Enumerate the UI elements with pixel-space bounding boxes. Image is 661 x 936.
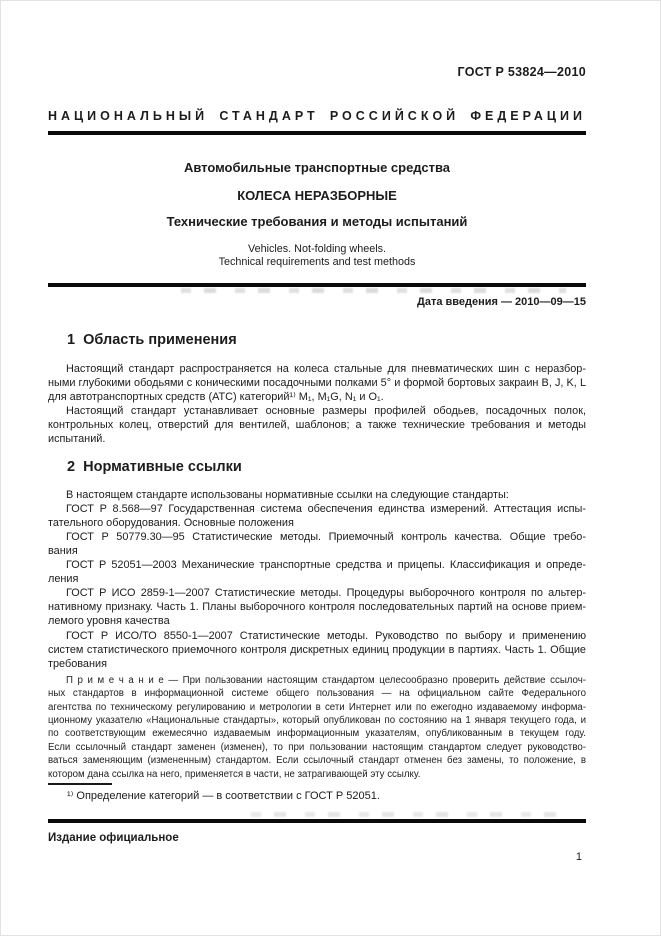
text-line: испытаний. [48, 433, 106, 446]
text-line: П р и м е ч а н и е — При пользовании настоящим стандартом целесообразно проверить действие ссылоч- [66, 674, 586, 686]
text-line: ваться заменяющим (измененным) стандартом. Если ссылочный стандарт отменен без замены, то положение, в [48, 755, 586, 767]
text-line: требования [48, 657, 107, 670]
section-heading: 1 Область применения [67, 332, 237, 348]
footnote-rule [48, 783, 112, 785]
document-number: ГОСТ Р 53824—2010 [457, 65, 586, 79]
introduction-date: Дата введения — 2010—09—15 [417, 296, 586, 308]
paragraph [48, 404, 586, 446]
title-en-line1: Vehicles. Not-folding wheels. [247, 243, 387, 255]
text-line: Настоящий стандарт распространяется на колеса стальные для пневматических шин с неразбор- [66, 363, 586, 375]
text-line: ГОСТ Р ИСО/ТО 8550-1—2007 Статистические методы. Руководство по выбору и применению [66, 629, 586, 642]
paragraph [48, 629, 586, 671]
section-heading: 2 Нормативные ссылки [67, 458, 242, 475]
text-line: агентства по техническому регулированию и метрологии в сети Интернет или по ежегодно издаваемому информа- [48, 701, 586, 713]
section-body [48, 362, 586, 447]
page-number: 1 [575, 850, 582, 863]
page-content [48, 1, 586, 864]
horizontal-rule [48, 283, 586, 287]
text-line: контрольных колец, отверстий для вентилей, шаблонов; а также технические требования и методы [48, 419, 586, 432]
section-body [48, 488, 586, 671]
note-block [48, 674, 586, 781]
paragraph [48, 674, 586, 781]
horizontal-rule [48, 131, 586, 135]
text-line: ными глубокими ободьями с коническими посадочными полками 5° и формой бортовых закраин B, J, K, L [48, 377, 586, 390]
title-subject-ru: Автомобильные транспортные средства [183, 160, 451, 175]
paragraph [48, 558, 586, 586]
title-en-line2: Technical requirements and test methods [218, 256, 416, 268]
text-line: систем статистического приемочного контроля дискретных единиц продукции в партиях. Часть 1. Общие [48, 643, 586, 656]
text-line: ГОСТ Р 52051—2003 Механические транспортные средства и прицепы. Классификация и опреде- [66, 559, 586, 572]
horizontal-rule [48, 819, 586, 823]
text-line: Настоящий стандарт устанавливает основные размеры профилей ободьев, посадочных полок, [66, 405, 586, 418]
paragraph [48, 488, 586, 502]
text-line: для автотранспортных средств (АТС) категорий¹⁾ M₁, M₁G, N₁ и O₁. [48, 391, 384, 404]
text-line: ления [48, 573, 79, 586]
text-line: тательного оборудования. Основные положения [48, 516, 294, 529]
text-line: вания [48, 544, 78, 557]
title-main-ru: КОЛЕСА НЕРАЗБОРНЫЕ [237, 188, 397, 203]
text-line: по соответствующим ежемесячно издаваемым информационным указателям, опубликованным в текущем году. [48, 728, 586, 740]
footnote-text: ¹⁾ Определение категорий — в соответствии с ГОСТ Р 52051. [67, 789, 380, 802]
text-line: ционному указателю «Национальные стандарты», который опубликован по состоянию на 1 января текущего года, и [48, 715, 586, 726]
text-line: ГОСТ Р 8.568—97 Государственная система обеспечения единства измерений. Аттестация испы- [66, 502, 586, 515]
paragraph [48, 586, 586, 628]
federation-standard-header: НАЦИОНАЛЬНЫЙ СТАНДАРТ РОССИЙСКОЙ ФЕДЕРАЦИИ [48, 109, 586, 123]
text-line: котором дана ссылка на него, применяется в части, не затрагивающей эту ссылку. [48, 768, 421, 780]
paragraph [48, 502, 586, 530]
text-line: Если ссылочный стандарт заменен (изменен), то при пользовании настоящим стандартом следует руководство- [48, 741, 586, 753]
text-line: ГОСТ Р 50779.30—95 Статистические методы. Приемочный контроль качества. Общие требо- [66, 530, 586, 543]
text-line: ГОСТ Р ИСО 2859-1—2007 Статистические методы. Процедуры выборочного контроля по альтер- [66, 587, 586, 600]
official-edition-label: Издание официальное [48, 831, 179, 844]
text-line: нативному признаку. Часть 1. Планы выборочного контроля последовательных партий на основе прием- [48, 601, 586, 614]
paragraph [48, 362, 586, 404]
text-line: лемого уровня качества [48, 615, 170, 628]
title-sub-ru: Технические требования и методы испытаний [166, 214, 468, 229]
text-line: ных стандартов в информационной системе общего пользования — на официальном сайте Федерального [48, 688, 586, 700]
text-line: В настоящем стандарте использованы нормативные ссылки на следующие стандарты: [66, 488, 509, 501]
paragraph [48, 530, 586, 558]
